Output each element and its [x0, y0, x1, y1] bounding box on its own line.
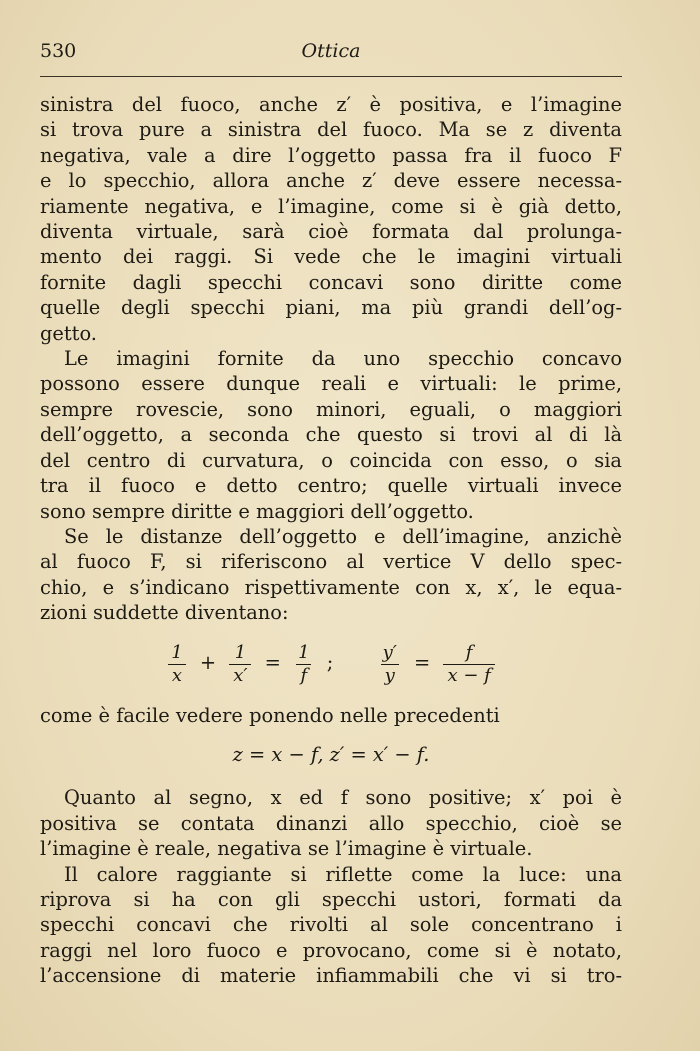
text-line: mento dei raggi. Si vede che le imagini virtuali	[40, 245, 622, 269]
operator: =	[264, 651, 281, 675]
text-line: al fuoco F, si riferiscono al vertice V dello spec-	[40, 550, 622, 574]
equation-2: z = x − f, z′ = x′ − f.	[232, 742, 430, 766]
text-line: del centro di curvatura, o coincida con esso, o sia	[40, 448, 622, 472]
text-line: Le imagini fornite da uno specchio concavo	[64, 347, 622, 371]
text-line: Il calore raggiante si riflette come la luce: una	[64, 862, 622, 886]
text-line: l’accensione di materie infiammabili che vi si tro-	[40, 964, 622, 988]
numerator: y′	[382, 641, 397, 663]
paragraph-2	[40, 346, 622, 524]
fraction	[443, 642, 494, 687]
text-line: diventa virtuale, sarà cioè formata dal prolunga-	[40, 220, 622, 244]
denominator: y	[381, 664, 399, 687]
text-line: si trova pure a sinistra del fuoco. Ma se z diventa	[40, 118, 622, 142]
text-line: e lo specchio, allora anche z′ deve essere necessa-	[40, 169, 622, 193]
text-line: chio, e s’indicano rispettivamente con x, x′, le equa-	[40, 575, 622, 599]
text-line: quelle degli specchi piani, ma più grandi dell’og-	[40, 296, 622, 320]
equation-1	[40, 642, 622, 687]
header-rule	[40, 76, 622, 77]
fraction	[294, 642, 313, 687]
text-line: sono sempre diritte e maggiori dell’oggetto.	[40, 499, 474, 523]
running-title: Ottica	[301, 40, 361, 62]
text-line: sinistra del fuoco, anche z′ è positiva, e l’imagine	[40, 93, 622, 116]
text-line: riprova si ha con gli specchi ustori, formati da	[40, 887, 622, 911]
text-line: l’imagine è reale, negativa se l’imagine è virtuale.	[40, 837, 533, 861]
paragraph-3	[40, 524, 622, 626]
text-line: sempre rovescie, sono minori, eguali, o maggiori	[40, 397, 622, 421]
paragraph-6	[40, 862, 622, 989]
text-line: Se le distanze dell’oggetto e dell’imagine, anzichè	[64, 524, 622, 548]
numerator: f	[465, 641, 473, 663]
text-line: tra il fuoco e detto centro; quelle virtuali invece	[40, 474, 622, 498]
denominator: x − f	[443, 664, 494, 687]
fraction	[167, 642, 186, 687]
text-line: specchi concavi che rivolti al sole concentrano i	[40, 913, 622, 937]
text-line: getto.	[40, 321, 97, 345]
text-line: zioni suddette diventano:	[40, 601, 289, 625]
text-line: come è facile vedere ponendo nelle precedenti	[40, 703, 500, 727]
text-line: possono essere dunque reali e virtuali: le prime,	[40, 372, 622, 396]
paragraph-1	[40, 92, 622, 346]
text-line: riamente negativa, e l’imagine, come si è già detto,	[40, 194, 622, 218]
paragraph-5	[40, 785, 622, 861]
operator: +	[199, 651, 217, 675]
text-line: positiva se contata dinanzi allo specchio, cioè se	[40, 811, 622, 835]
denominator: x′	[229, 664, 251, 687]
text-line: dell’oggetto, a seconda che questo si trovi al di là	[40, 423, 622, 447]
text-line: fornite dagli specchi concavi sono diritte come	[40, 270, 622, 294]
text-line: negativa, vale a dire l’oggetto passa fra il fuoco F	[40, 143, 622, 167]
operator: =	[414, 651, 431, 675]
text-line: raggi nel loro fuoco e provocano, come si è notato,	[40, 938, 622, 962]
page-header	[40, 40, 622, 70]
page-number: 530	[40, 40, 77, 62]
text-line: Quanto al segno, x ed f sono positive; x′ poi è	[64, 786, 622, 810]
separator: ;	[326, 651, 334, 675]
numerator: 1	[171, 641, 183, 663]
fraction	[229, 642, 251, 687]
denominator: x	[168, 664, 186, 687]
body-text	[40, 92, 622, 989]
denominator: f	[296, 664, 311, 687]
numerator: 1	[234, 641, 247, 663]
fraction	[379, 642, 401, 687]
numerator: 1	[298, 641, 310, 663]
